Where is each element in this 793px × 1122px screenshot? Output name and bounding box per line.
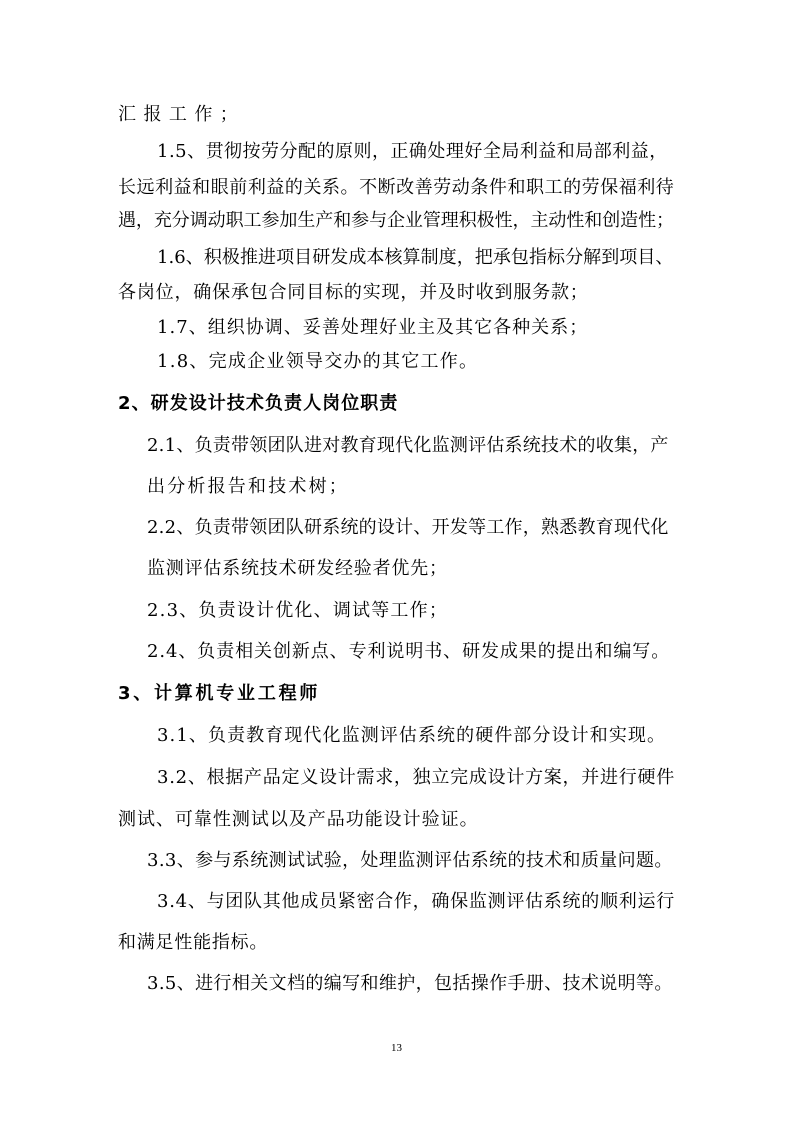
text-line: 1.7、组织协调、妥善处理好业主及其它各种关系； (157, 317, 589, 338)
text-line: 2.4、负责相关创新点、专利说明书、研发成果的提出和编写。 (147, 641, 671, 662)
text-line: 2.2、负责带领团队研系统的设计、开发等工作，熟悉教育现代化 (147, 517, 669, 538)
text-line: 和满足性能指标。 (118, 932, 269, 953)
text-line: 出分析报告和技术树； (147, 476, 349, 497)
text-line: 1.6、积极推进项目研发成本核算制度，把承包指标分解到项目、 (157, 247, 674, 268)
text-line: 1.8、完成企业领导交办的其它工作。 (157, 351, 479, 372)
text-line: 2.1、负责带领团队进对教育现代化监测评估系统技术的收集，产 (147, 435, 669, 456)
text-line: 3.5、进行相关文档的编写和维护，包括操作手册、技术说明等。 (147, 973, 673, 994)
text-line: 1.5、贯彻按劳分配的原则，正确处理好全局利益和局部利益， (157, 141, 668, 162)
text-line: 3.4、与团队其他成员紧密合作，确保监测评估系统的顺利运行 (157, 891, 675, 912)
text-line: 3.3、参与系统测试试验，处理监测评估系统的技术和质量问题。 (147, 850, 673, 871)
section-heading-2: 2、研发设计技术负责人岗位职责 (118, 393, 399, 414)
page-number: 13 (391, 1042, 402, 1054)
text-line: 监测评估系统技术研发经验者优先； (147, 558, 448, 579)
section-heading-3: 3、计算机专业工程师 (118, 683, 321, 704)
text-line: 长远利益和眼前利益的关系。不断改善劳动条件和职工的劳保福利待 (118, 177, 675, 198)
text-line: 3.1、负责教育现代化监测评估系统的硬件部分设计和实现。 (157, 725, 667, 746)
text-line: 2.3、负责设计优化、调试等工作； (147, 600, 449, 621)
text-line: 汇报工作； (118, 104, 246, 125)
text-line: 测试、可靠性测试以及产品功能设计验证。 (118, 809, 479, 830)
text-line: 3.2、根据产品定义设计需求，独立完成设计方案，并进行硬件 (157, 767, 675, 788)
text-line: 各岗位，确保承包合同目标的实现，并及时收到服务款； (118, 282, 589, 303)
text-line: 遇，充分调动职工参加生产和参与企业管理积极性，主动性和创造性； (118, 210, 674, 231)
